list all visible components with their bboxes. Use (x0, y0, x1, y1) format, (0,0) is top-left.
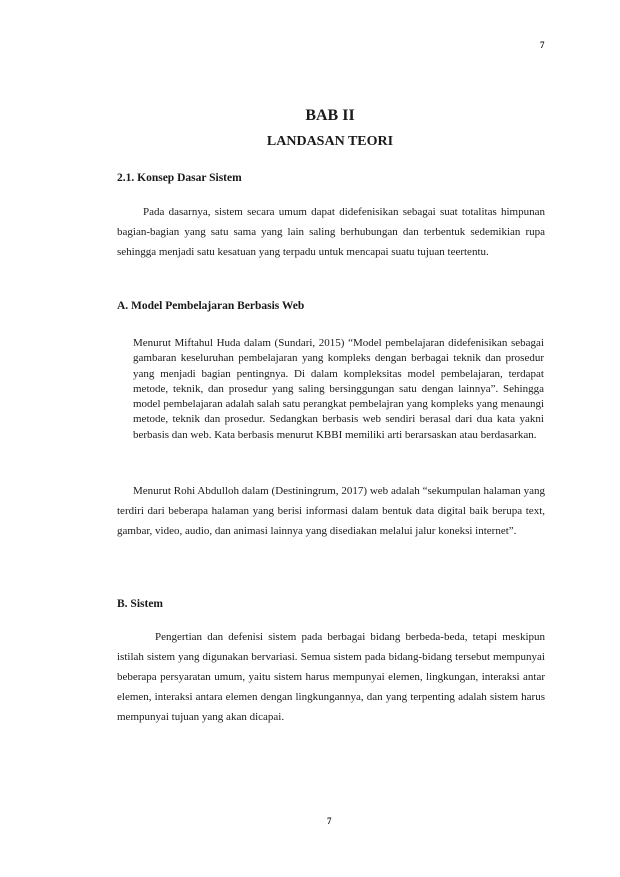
chapter-number: BAB II (305, 107, 355, 124)
paragraph-konsep-dasar: Pada dasarnya, sistem secara umum dapat didefenisikan sebagai suat totalitas himpunan bagian-bagian yang satu sama yang lain saling berhubungan dan terbentuk sedemikian rupa sehingga menjadi satu kesatuan yang terpadu untuk mencapai suatu tujuan teertentu. (117, 206, 545, 258)
paragraph-web-definition: Menurut Rohi Abdulloh dalam (Destiningrum, 2017) web adalah “sekumpulan halaman yang terdiri dari beberapa halaman yang berisi informasi dalam bentuk data digital baik berupa text, gambar, video, audio, dan animasi lainnya yang disediakan melalui jalur koneksi internet”. (117, 485, 545, 537)
chapter-title: LANDASAN TEORI (266, 134, 394, 149)
page-number-bottom: 7 (327, 816, 332, 826)
quote-block-model-pembelajaran: Menurut Miftahul Huda dalam (Sundari, 2015) “Model pembelajaran didefenisikan sebagai gambaran keseluruhan pembelajaran yang kompleks dengan berbagai teknik dan prosedur yang menjadi bagian pentingnya. Di dalam kompleksitas model pembelajaran, terdapat metode, teknik, dan prosedur yang saling bersinggungan satu dengan lainnya”. Sehingga model pembelajaran adalah salah satu perangkat pembelajran yang kompleks yang menaungi metode, teknik dan prosedur. Sedangkan berbasis web sendiri berasal dari dua kata yakni berbasis dan web. Kata berbasis menurut KBBI memiliki arti berarsaskan atau berdasarkan. (133, 337, 544, 441)
section-heading-b: B. Sistem (117, 598, 163, 610)
section-heading-2-1: 2.1. Konsep Dasar Sistem (117, 172, 242, 184)
page-number-top: 7 (540, 40, 545, 50)
section-heading-a: A. Model Pembelajaran Berbasis Web (117, 300, 305, 312)
paragraph-sistem: Pengertian dan defenisi sistem pada berbagai bidang berbeda-beda, tetapi meskipun istilah sistem yang digunakan bervariasi. Semua sistem pada bidang-bidang tersebut mempunyai beberapa persyaratan umum, yaitu sistem harus mempunyai elemen, lingkungan, interaksi antar elemen, interaksi antara elemen dengan lingkungannya, dan yang terpenting adalah sistem harus mempunyai tujuan yang akan dicapai. (117, 631, 545, 723)
